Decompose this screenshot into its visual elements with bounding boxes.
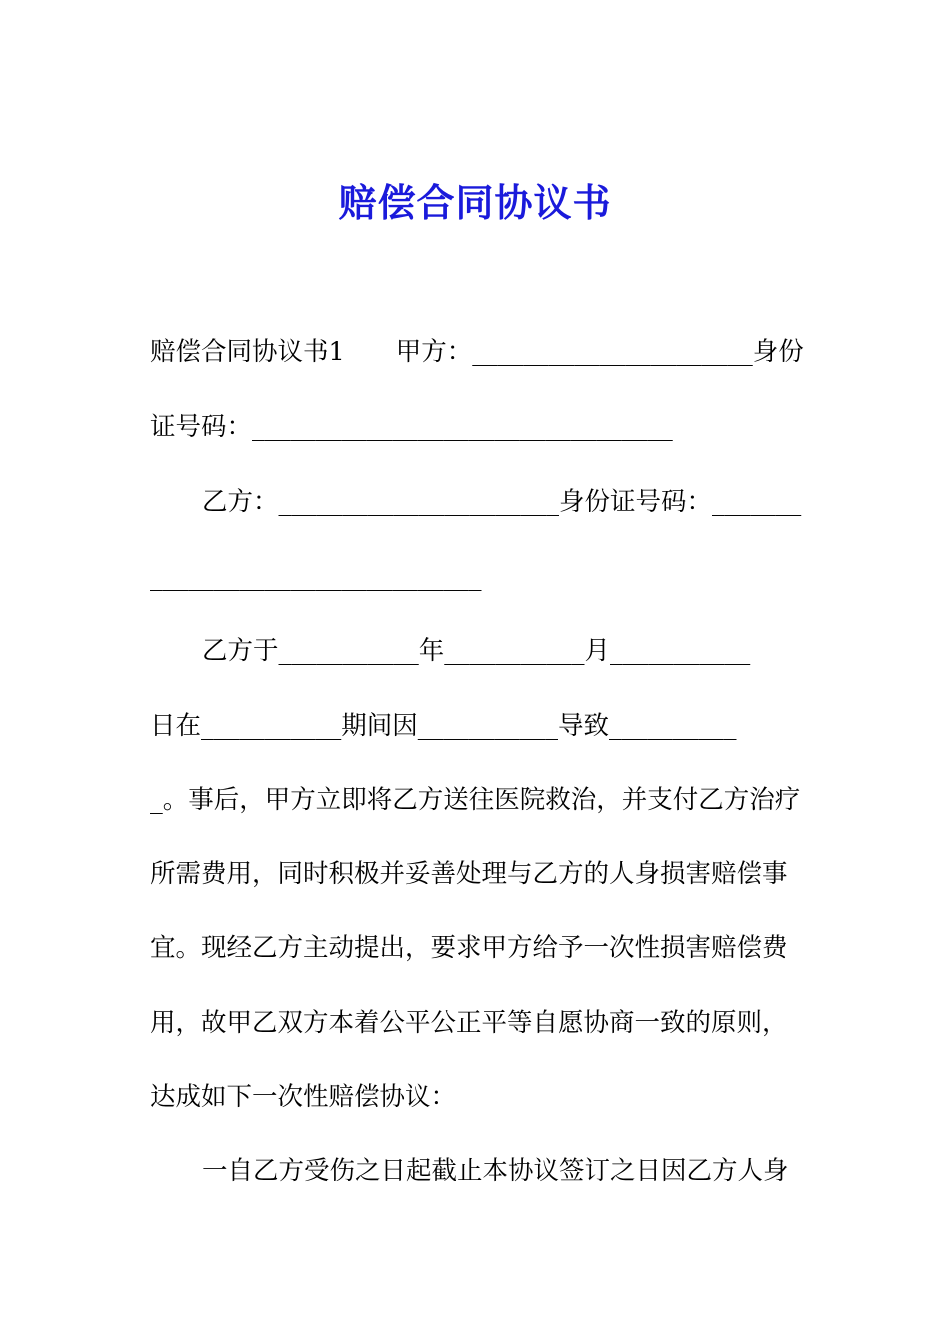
text-line-12: 一自乙方受伤之日起截止本协议签订之日因乙方人身 (202, 1156, 789, 1186)
document-title: 赔偿合同协议书 (338, 181, 612, 225)
text-line-1: 赔偿合同协议书1 甲方：______________________身份 (150, 337, 804, 367)
text-line-8: 所需费用，同时积极并妥善处理与乙方的人身损害赔偿事 (150, 859, 788, 889)
text-line-3: 乙方：______________________身份证号码：_______ (202, 487, 802, 517)
text-line-5: 乙方于___________年___________月___________ (202, 636, 751, 666)
text-line-4: __________________________ (150, 562, 482, 592)
text-line-6: 日在___________期间因___________导致__________ (150, 711, 737, 741)
text-line-10: 用，故甲乙双方本着公平公正平等自愿协商一致的原则， (150, 1008, 788, 1038)
text-line-11: 达成如下一次性赔偿协议： (150, 1082, 457, 1112)
text-line-9: 宜。现经乙方主动提出，要求甲方给予一次性损害赔偿费 (150, 933, 788, 963)
text-line-2: 证号码：_________________________________ (150, 412, 673, 442)
text-line-7: _。事后，甲方立即将乙方送往医院救治，并支付乙方治疗 (150, 785, 801, 815)
